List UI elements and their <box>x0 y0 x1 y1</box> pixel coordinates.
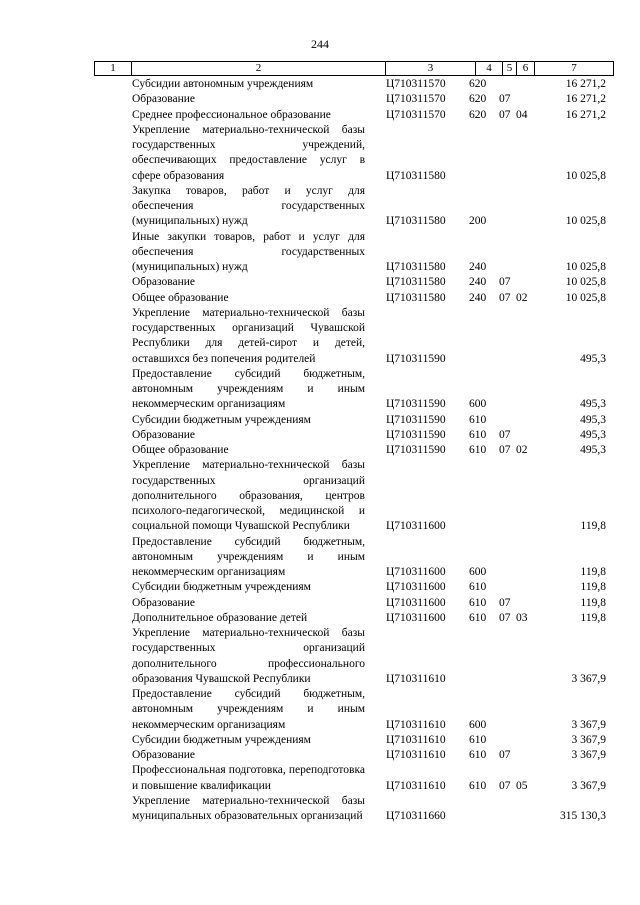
table-row <box>0 92 640 107</box>
row-name: Укрепление материально-технической базы государственных организаций дополнительного образования, центров психолого-педагогической, медицинской и социальной помощи Чувашской Республики <box>132 459 365 533</box>
table-row <box>0 275 640 290</box>
row-name: Укрепление материально-технической базы государственных организаций Чувашской Республики для детей-сирот и детей, оставшихся без попечения родителей <box>132 306 365 365</box>
row-code: Ц710311570 <box>386 108 446 121</box>
row-name: Среднее профессиональное образование <box>132 108 331 121</box>
row-code: Ц710311600 <box>386 520 446 533</box>
table-body <box>0 77 640 824</box>
row-rz: 07 <box>499 444 511 456</box>
table-row <box>0 733 640 748</box>
table-header <box>94 61 614 76</box>
row-name: Закупка товаров, работ и услуг для обеспечения государственных (муниципальных) нужд <box>132 184 365 228</box>
row-sum: 10 025,8 <box>565 276 606 289</box>
row-pr: 03 <box>516 611 528 624</box>
row-name: Субсидии бюджетным учреждениям <box>132 581 311 594</box>
row-sum: 315 130,3 <box>560 810 606 822</box>
table-row <box>0 535 640 581</box>
row-sum: 119,8 <box>580 520 606 533</box>
row-code: Ц710311660 <box>386 810 446 822</box>
page-number: 244 <box>311 37 329 51</box>
row-sum: 3 367,9 <box>571 749 606 761</box>
row-sum: 10 025,8 <box>565 169 606 182</box>
table-row <box>0 458 640 534</box>
row-code: Ц710311590 <box>386 398 446 411</box>
row-code: Ц710311580 <box>386 276 446 289</box>
table-row <box>0 123 640 184</box>
row-vr: 610 <box>469 413 487 426</box>
row-code: Ц710311580 <box>386 169 446 182</box>
row-sum: 16 271,2 <box>565 108 606 121</box>
row-name: Предоставление субсидий бюджетным, автономным учреждениям и иным некоммерческим организациям <box>132 688 365 731</box>
table-row <box>0 748 640 763</box>
row-pr: 05 <box>516 779 528 792</box>
row-code: Ц710311580 <box>386 261 446 273</box>
row-name: Укрепление материально-технической базы государственных учреждений, обеспечивающих предоставление услуг в сфере образования <box>132 123 365 182</box>
row-sum: 119,8 <box>580 596 606 609</box>
row-rz: 07 <box>499 611 511 624</box>
table-row <box>0 77 640 92</box>
row-sum: 495,3 <box>580 398 606 411</box>
row-sum: 16 271,2 <box>565 93 606 106</box>
row-sum: 3 367,9 <box>571 733 606 746</box>
row-sum: 495,3 <box>580 428 606 441</box>
row-sum: 119,8 <box>580 581 606 594</box>
header-col-6: 6 <box>517 62 535 75</box>
row-rz: 07 <box>499 291 511 304</box>
table-row <box>0 611 640 626</box>
row-code: Ц710311590 <box>386 444 446 456</box>
table-row <box>0 428 640 443</box>
row-name: Иные закупки товаров, работ и услуг для обеспечения государственных (муниципальных) нужд <box>132 230 365 273</box>
row-sum: 3 367,9 <box>571 672 606 685</box>
row-pr: 02 <box>516 444 528 456</box>
row-vr: 600 <box>469 398 487 411</box>
table-row <box>0 596 640 611</box>
row-pr: 04 <box>516 108 528 121</box>
table-row <box>0 687 640 733</box>
row-name: Образование <box>132 276 196 289</box>
header-col-4: 4 <box>476 62 503 75</box>
row-rz: 07 <box>499 749 511 761</box>
row-name: Профессиональная подготовка, переподготовка и повышение квалификации <box>132 764 365 792</box>
row-vr: 620 <box>469 108 487 121</box>
row-vr: 610 <box>469 749 487 761</box>
header-col-1: 1 <box>95 62 132 75</box>
row-sum: 3 367,9 <box>571 718 606 731</box>
row-code: Ц710311590 <box>386 352 446 365</box>
row-name: Предоставление субсидий бюджетным, автономным учреждениям и иным некоммерческим организациям <box>132 367 365 411</box>
row-code: Ц710311580 <box>386 291 446 304</box>
header-col-3: 3 <box>386 62 476 75</box>
row-sum: 495,3 <box>580 444 606 456</box>
row-code: Ц710311610 <box>386 718 446 731</box>
row-vr: 610 <box>469 581 487 594</box>
row-sum: 119,8 <box>580 611 606 624</box>
row-rz: 07 <box>499 779 511 792</box>
row-rz: 07 <box>499 596 511 609</box>
row-vr: 600 <box>469 566 487 578</box>
row-code: Ц710311610 <box>386 779 446 792</box>
row-name: Субсидии бюджетным учреждениям <box>132 413 311 426</box>
row-name: Образование <box>132 428 196 441</box>
row-name: Общее образование <box>132 291 229 304</box>
row-sum: 16 271,2 <box>565 78 606 90</box>
row-vr: 610 <box>469 611 487 624</box>
row-code: Ц710311600 <box>386 611 446 624</box>
row-pr: 02 <box>516 291 528 304</box>
table-row <box>0 443 640 458</box>
row-vr: 620 <box>469 78 487 90</box>
row-rz: 07 <box>499 108 511 121</box>
row-vr: 240 <box>469 291 487 304</box>
row-sum: 495,3 <box>580 352 606 365</box>
table-row <box>0 413 640 428</box>
row-vr: 240 <box>469 261 487 273</box>
row-name: Образование <box>132 596 196 609</box>
row-name: Образование <box>132 749 196 761</box>
table-row <box>0 794 640 825</box>
row-vr: 610 <box>469 733 487 746</box>
row-sum: 10 025,8 <box>565 291 606 304</box>
header-col-5: 5 <box>503 62 517 75</box>
row-code: Ц710311600 <box>386 596 446 609</box>
row-rz: 07 <box>499 93 511 106</box>
row-sum: 10 025,8 <box>565 215 606 228</box>
row-code: Ц710311600 <box>386 581 446 594</box>
row-code: Ц710311600 <box>386 566 446 578</box>
row-rz: 07 <box>499 428 511 441</box>
table-row <box>0 184 640 230</box>
row-name: Образование <box>132 93 196 106</box>
row-code: Ц710311590 <box>386 428 446 441</box>
header-col-2: 2 <box>132 62 386 75</box>
row-sum: 3 367,9 <box>571 779 606 792</box>
row-sum: 119,8 <box>580 566 606 578</box>
row-sum: 10 025,8 <box>565 261 606 273</box>
row-name: Субсидии автономным учреждениям <box>132 78 314 90</box>
row-code: Ц710311610 <box>386 733 446 746</box>
row-code: Ц710311580 <box>386 215 446 228</box>
row-code: Ц710311570 <box>386 78 446 90</box>
row-name: Дополнительное образование детей <box>132 611 308 624</box>
row-vr: 620 <box>469 93 487 106</box>
row-code: Ц710311570 <box>386 93 446 106</box>
row-rz: 07 <box>499 276 511 289</box>
row-code: Ц710311590 <box>386 413 446 426</box>
row-name: Субсидии бюджетным учреждениям <box>132 733 311 746</box>
table-row <box>0 626 640 687</box>
row-vr: 610 <box>469 444 487 456</box>
row-name: Укрепление материально-технической базы государственных организаций дополнительного профессионального образования Чувашской Республики <box>132 627 365 685</box>
table-row <box>0 230 640 276</box>
table-row <box>0 108 640 123</box>
header-col-7: 7 <box>571 62 577 74</box>
table-row <box>0 291 640 306</box>
table-row <box>0 763 640 794</box>
row-name: Предоставление субсидий бюджетным, автономным учреждениям и иным некоммерческим организациям <box>132 535 365 578</box>
row-name: Общее образование <box>132 444 229 456</box>
row-vr: 610 <box>469 596 487 609</box>
row-code: Ц710311610 <box>386 672 446 685</box>
row-vr: 610 <box>469 428 487 441</box>
row-name: Укрепление материально-технической базы муниципальных образовательных организаций <box>132 794 365 822</box>
table-row <box>0 306 640 367</box>
table-row <box>0 367 640 413</box>
row-sum: 495,3 <box>580 413 606 426</box>
row-vr: 200 <box>469 215 487 228</box>
row-code: Ц710311610 <box>386 749 446 761</box>
row-vr: 600 <box>469 718 487 731</box>
table-row <box>0 580 640 595</box>
row-vr: 240 <box>469 276 487 289</box>
row-vr: 610 <box>469 779 487 792</box>
